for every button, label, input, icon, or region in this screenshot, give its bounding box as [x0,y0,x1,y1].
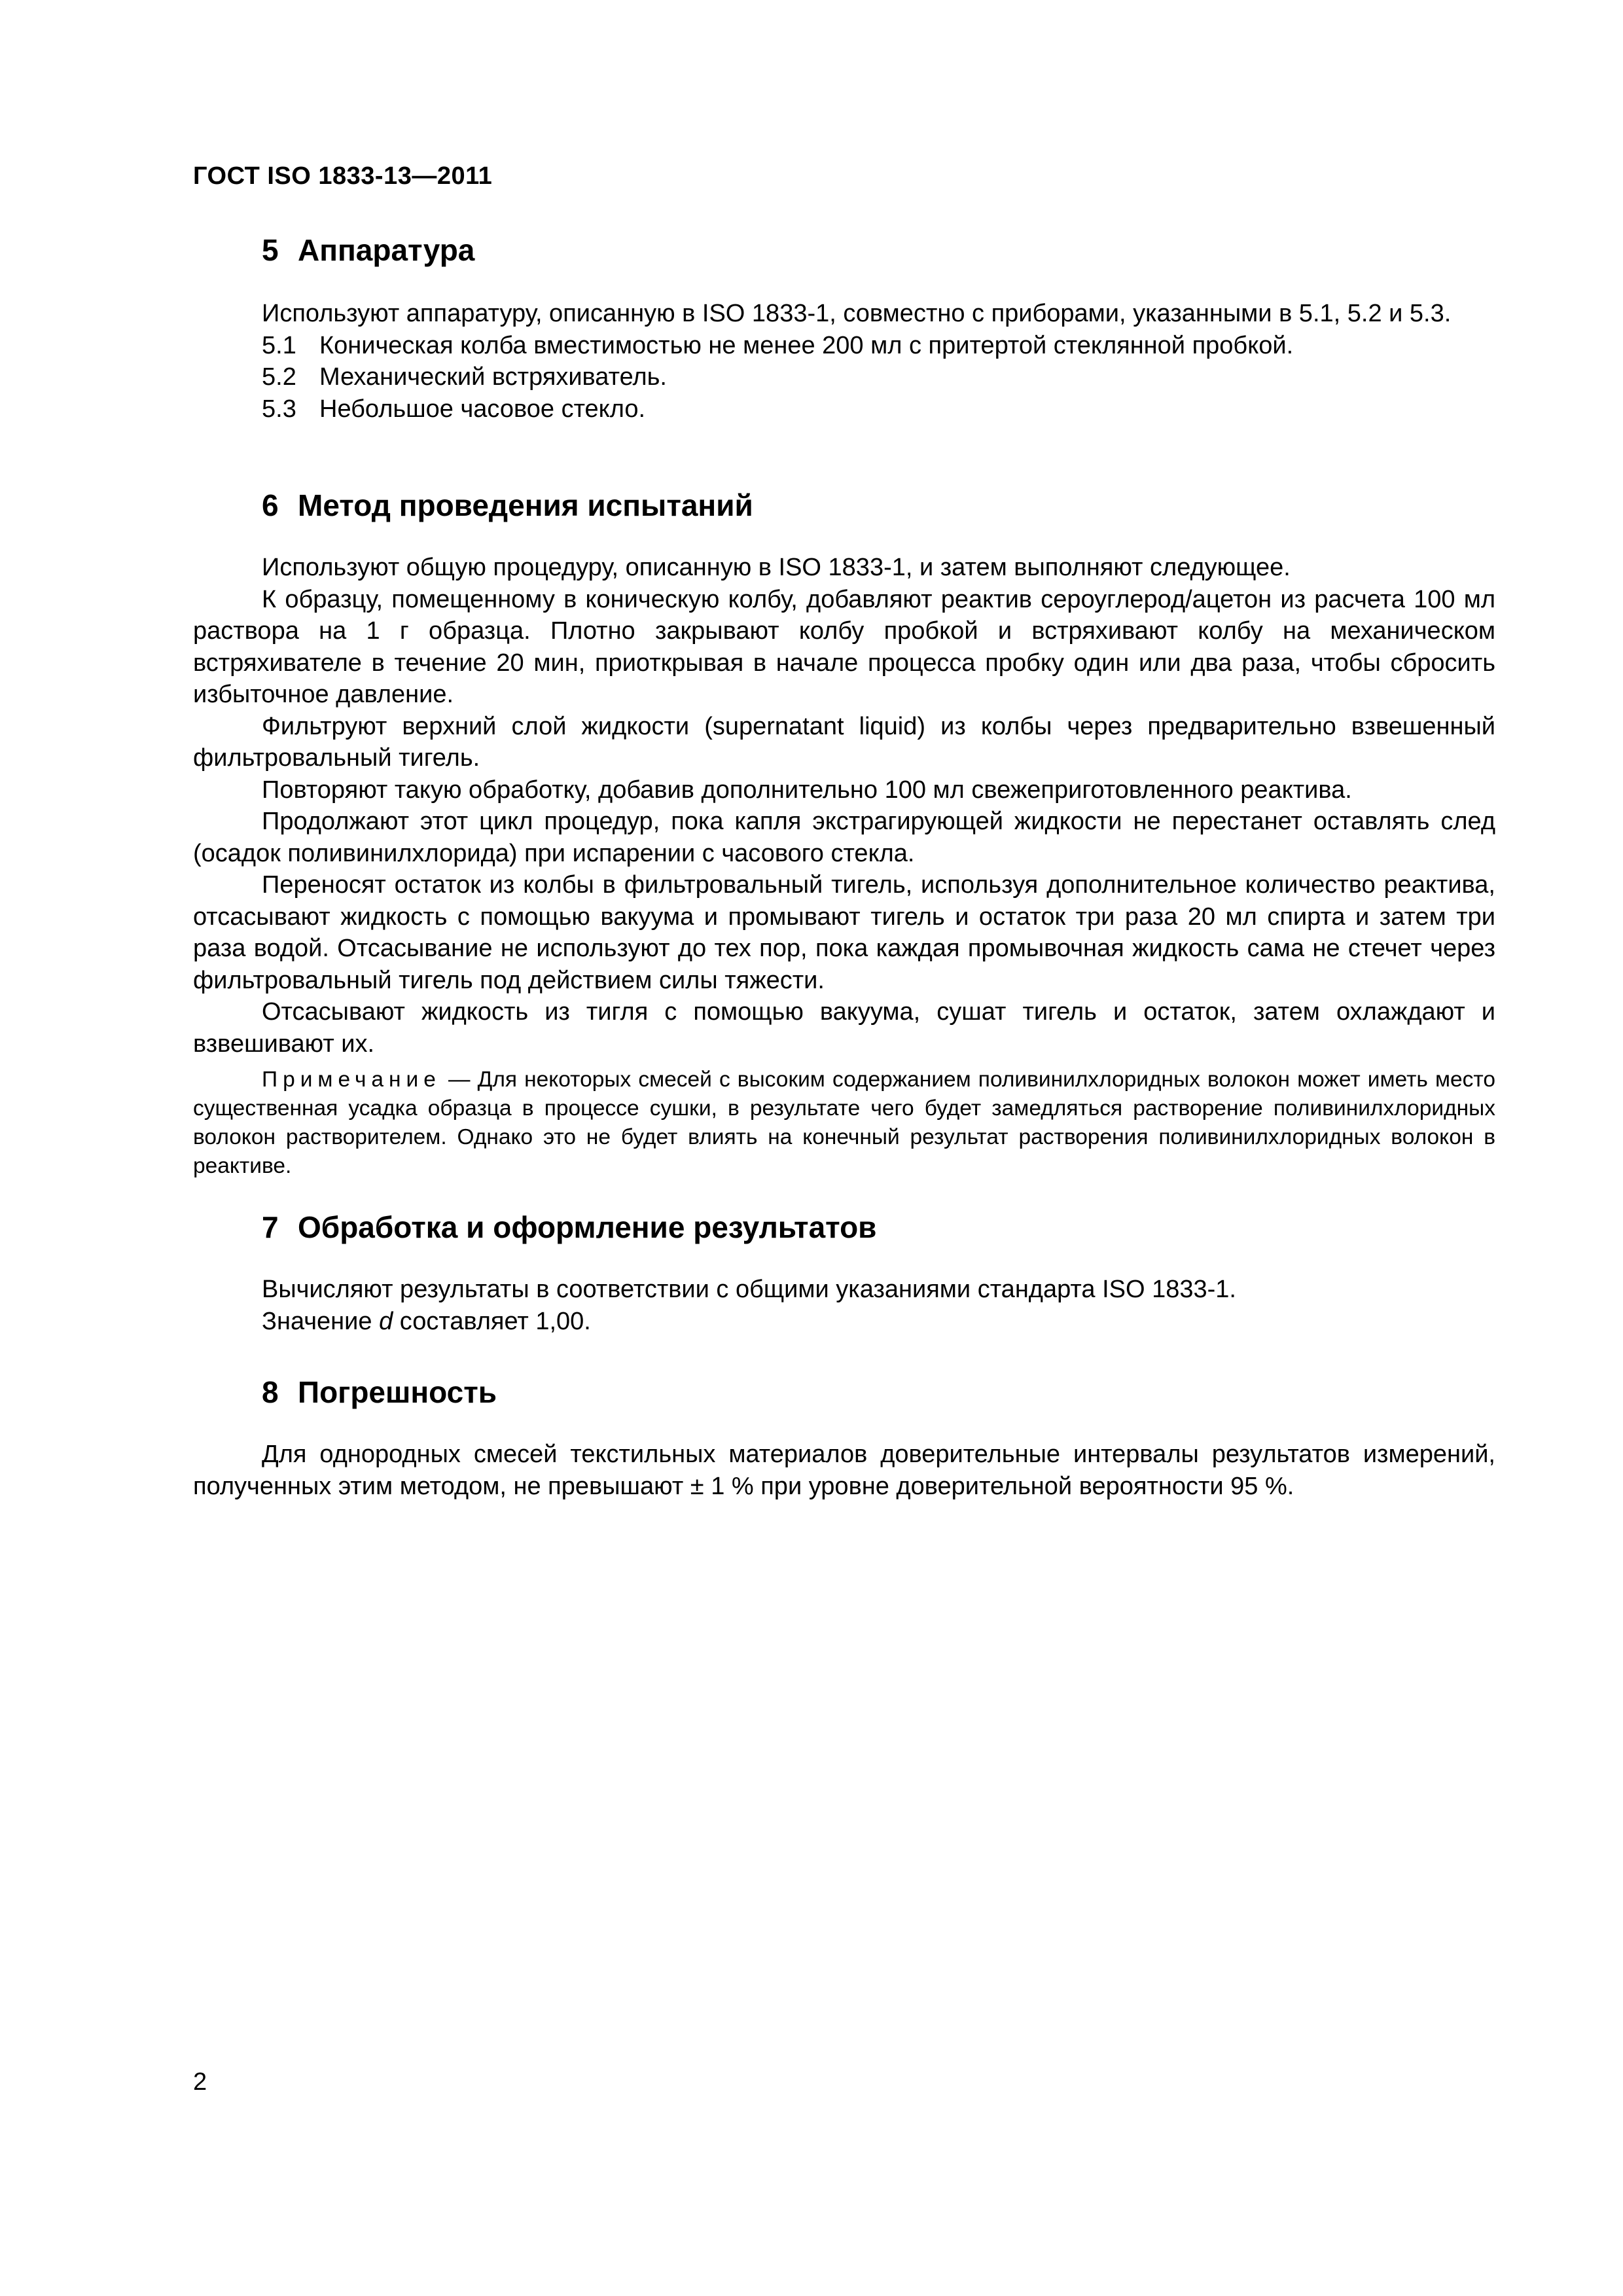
section-number: 6 [262,488,279,522]
section-8-body [193,1439,1495,1502]
list-item [193,330,1495,362]
item-number: 5.1 [262,331,296,359]
paragraph: Отсасывают жидкость из тигля с помощью вакуума, сушат тигель и остаток, затем охлаждают и взвешивают их. [193,998,1495,1058]
list-item [193,393,1495,425]
item-number: 5.3 [262,395,296,423]
section-number: 7 [262,1210,279,1244]
list-item [193,361,1495,393]
section-6-heading [262,488,753,523]
section-number: 8 [262,1375,279,1409]
paragraph: Продолжают этот цикл процедур, пока капля экстрагирующей жидкости не перестанет оставлять след (осадок поливинилхлорида) при испарении с часового стекла. [193,808,1495,867]
note-dash: — [440,1067,478,1092]
section-number: 5 [262,233,279,267]
item-number: 5.2 [262,363,296,391]
paragraph: Вычисляют результаты в соответствии с общими указаниями стандарта ISO 1833-1. [262,1276,1236,1303]
item-text: Механический встряхиватель. [319,363,667,391]
paragraph [193,1306,1495,1338]
variable: d [379,1307,393,1335]
section-title: Аппаратура [298,233,475,267]
section-title: Обработка и оформление результатов [298,1210,877,1244]
section-5-body [193,298,1495,425]
text-run: Значение [262,1307,380,1335]
paragraph: Фильтруют верхний слой жидкости (supernatant liquid) из колбы через предварительно взвешенный фильтровальный тигель. [193,712,1495,772]
paragraph: Используют аппаратуру, описанную в ISO 1833-1, совместно с приборами, указанными в 5.1, 5.2 и 5.3. [262,300,1452,327]
section-7-heading [262,1210,876,1245]
paragraph: Переносят остаток из колбы в фильтровальный тигель, используя дополнительное количество реактива, отсасывают жидкость с помощью вакуума и промывают тигель и остаток три раза 20 мл спирта и затем три раза водой. Отсасывание не используют до тех пор, пока каждая промывочная жидкость сама не стечет через фильтровальный тигель под действием силы тяжести. [193,871,1495,994]
page-number: 2 [193,2068,207,2096]
section-7-body [193,1274,1495,1337]
text-run: составляет 1,00. [393,1307,591,1335]
paragraph: Для однородных смесей текстильных материалов доверительные интервалы результатов измерений, полученных этим методом, не превышают ± 1 % при уровне доверительной вероятности 95 %. [193,1441,1495,1500]
section-6-body [193,552,1495,1060]
section-5-heading [262,232,474,268]
item-text: Небольшое часовое стекло. [319,395,646,423]
section-8-heading [262,1374,497,1410]
note-label: Примечание [262,1067,441,1092]
document-header: ГОСТ ISO 1833-13—2011 [193,162,493,190]
item-text: Коническая колба вместимостью не менее 200 мл с притертой стеклянной пробкой. [319,331,1294,359]
paragraph: Повторяют такую обработку, добавив дополнительно 100 мл свежеприготовленного реактива. [262,776,1352,804]
note [193,1066,1495,1181]
section-title: Погрешность [298,1375,497,1409]
section-title: Метод проведения испытаний [298,488,753,522]
paragraph: К образцу, помещенному в коническую колбу, добавляют реактив сероуглерод/ацетон из расчета 100 мл раствора на 1 г образца. Плотно закрывают колбу пробкой и встряхивают колбу на механическом встряхивателе в течение 20 мин, приоткрывая в начале процесса пробку один или два раза, чтобы сбросить избыточное давление. [193,585,1495,708]
paragraph: Используют общую процедуру, описанную в ISO 1833-1, и затем выполняют следующее. [262,554,1291,581]
note-text: Для некоторых смесей с высоким содержанием поливинилхлоридных волокон может иметь место существенная усадка образца в процессе сушки, в результате чего будет замедляться растворение поливинилхлоридных волокон растворителем. Однако это не будет влиять на конечный результат растворения поливинилхлоридных волокон в реактиве. [193,1067,1495,1178]
